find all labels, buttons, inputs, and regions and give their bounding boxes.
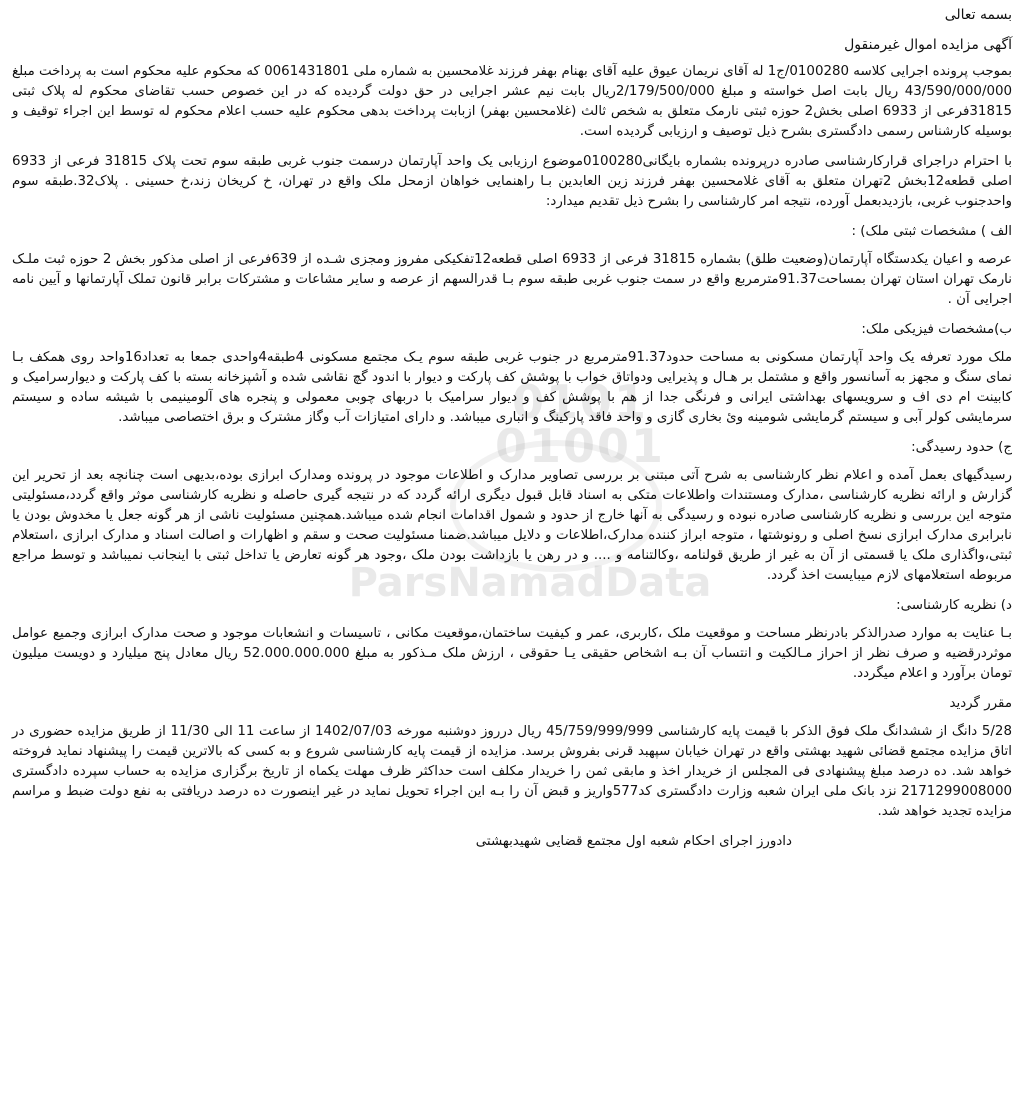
watermark-brand: ParsNamadData [348,560,712,606]
signature-line: دادورز اجرای احکام شعبه اول مجتمع قضایی شهیدبهشتی [475,834,792,849]
intro-paragraph: بموجب پرونده اجرایی کلاسه 0100280/ج1 له آقای نریمان عیوق علیه آقای بهنام بهفر فرزند غلامحسین به شماره ملی 0061431801 که محکوم علیه محکوم است به پرداخت مبلغ 43/590/000/000 ریال بابت اصل خواسته و مبلغ 2/179/500/000ریال بابت نیم عشر اجرایی در حق دولت گردیده که در این خصوص حسب تقاضای محکوم له پلاک ثبتی 31815فرعی از 6933 اصلی بخش2 حوزه ثبتی نارمک متعلق به شخص ثالث (غلامحسین بهفر) ازبابت پرداخت بدهی محکوم علیه حسب اعلام محکوم له توسط این اجراء توقیف و بوسیله کارشناس رسمی دادگستری بشرح ذیل توصیف و ارزیابی گردیده است. [12,64,1013,139]
section-physical-title: ب)مشخصات فیزیکی ملک: [861,322,1012,337]
section-scope-body: رسیدگیهای بعمل آمده و اعلام نظر کارشناسی به شرح آتی مبتنی بر بررسی تصاویر مدارک و اطلاعات موجود در پرونده ومدارک ابرازی بوده،بدیهی است چنانچه بعد از تحریر این گزارش و ارائه نظریه کارشناسی ،مدارک ومستندات واطلاعات متکی به اسناد قابل قبول دیگری ارائه گردد که در نتیجه گیری حاصله و نظریه کارشناسی موثر واقع گردد،مسئولیتی متوجه این بررسی و نظریه کارشناسی صادره نبوده و رسیدگی به آنها خارج از حدود و شمول اقدامات انجام شده میباشد.همچنین مسئولیت ناشی از هر گونه جعل یا مخدوش بودن یا نابرابری مدارک ابرازی نسخ اصلی و رونوشتها ، متوجه ابراز کننده مدارک،اطلاعات و دلایل میباشد.ضمنا مسئولیت صحت و سقم و اظهارات و اصالت اسناد و مدارک ابرازی ،استعلام ثبتی،واگذاری ملک یا قسمتی از آن به غیر از طریق قولنامه ،وکالتنامه و .... و در رهن یا بازداشت بودن ملک ،وجود هر گونه تعارض یا تداخل ثبتی با اینجانب نمیباشد و توسط مراجع مربوطه استعلامهای لازم میبایست اخذ گردد. [12,468,1012,583]
decision-title: مقرر گردید [949,696,1012,711]
section-scope-title: ج) حدود رسیدگی: [911,440,1012,455]
section-registration-title: الف ) مشخصات ثبتی ملک) : [851,224,1012,239]
section-opinion-title: د) نظریه کارشناسی: [896,598,1012,613]
basmala: بسمه تعالی [944,7,1012,23]
page-title: آگهی مزایده اموال غیرمنقول [844,37,1012,53]
decision-fraction: 5/28 [981,724,1012,739]
section-physical-body: ملک مورد تعرفه یک واحد آپارتمان مسکونی به مساحت حدود91.37مترمربع در جنوب غربی طبقه سوم یـک مجتمع مسکونی 4طبقه4واحدی جمعا به تعداد16واحد روی همکف بـا نمای سنگ و مجهز به آسانسور واقع و مشتمل بر هـال و پذیرایی ودواتاق خواب با پوشش کف پارکت و دیوار با اندود گچ نقاشی شده و آشپزخانه بسته با کف پارکت و دیوارسرامیک و کابینت ام دی اف و سرویسهای بهداشتی ایرانی و فرنگی جدا از هم با پوشش کف و دیوار سرامیک با دربهای چوبی معمولی و پنجره های آلومینیمی با شیشه ساده و سیستم سرمایشی کولر آبی و سیستم گرمایشی شومینه وئ بخاری گازی و واحد فاقد پارکینگ و انباری میباشد. و دارای امتیازات آب وگاز مشترک و برق اختصاصی میباشد. [12,350,1013,425]
section-registration-body: عرصه و اعیان یکدستگاه آپارتمان(وضعیت طلق) بشماره 31815 فرعی از 6933 اصلی قطعه12تفکیکی مفروز ومجزی شـده از 639فرعی از اصلی مذکور بخش 2 حوزه ثبت ملـک نارمک تهران استان تهران بمساحت91.37مترمربع واقع در سمت جنوب غربی طبقه سوم بـا قدرالسهم از عرصه و سایر مشاعات و مشترکات برابر قانون تملک آپارتمانها و آیین نامه اجرایی آن . [12,252,1012,307]
decision-text: دانگ از ششدانگ ملک فوق الذکر با قیمت پایه کارشناسی 45/759/999/999 ریال درروز دوشنبه مورخه 1402/07/03 از ساعت 11 الی 11/30 از طریق مزایده حضوری در اتاق مزایده مجتمع قضائی شهید بهشتی واقع در تهران خیابان سپهبد قرنی بفروش برسد. مزایده از قیمت پایه کارشناسی شروع و به کسی که بالاترین قیمت را پیشنهاد نماید فروخته خواهد شد. ده درصد مبلغ پیشنهادی فی المجلس از خریدار اخذ و مابقی ثمن را خریدار مکلف است حداکثر ظرف مهلت یکماه از تاریخ برگزاری مزایده به حساب سپرده دادگستری 2171299008000 نزد بانک ملی ایران شعبه وزارت دادگستری کد577واریز و قبض آن را بـه این اجراء تحویل نماید در غیر اینصورت ده درصد دریافتی به نفع دولت ضبط و مراسم مزایده تجدید خواهد شد. [12,724,1012,819]
decision-body [12,722,1012,822]
respect-paragraph: با احترام دراجرای قرارکارشناسی صادره درپرونده بشماره بایگانی0100280موضوع ارزیابی یک واحد آپارتمان درسمت جنوب غربی طبقه سوم تحت پلاک 31815 فرعی از 6933 اصلی قطعه12بخش 2تهران متعلق به آقای غلامحسین بهفر فرزند زین العابدین بـا راهنمایی خواهان ازمحل ملک واقع در تهران، خ کریخان زند،خ حسینی . پلاک32.طبقه سوم واحدجنوب غربی، بازدیدبعمل آورده، نتیجه امر کارشناسی را بشرح ذیل تقدیم میدارد: [12,154,1013,209]
watermark-digits: 0101 01001 [494,375,666,473]
section-opinion-body: بـا عنایت به موارد صدرالذکر بادرنظر مساحت و موقعیت ملک ،کاربری، عمر و کیفیت ساختمان،موقعیت مکانی ، تاسیسات و انشعابات موجود و صحت مدارک ابرازی وجمیع عوامل موثردرقضیه و صرف نظر از احراز مـالکیت و انتساب آن بـه اشخاص حقیقی یـا حقوقی ، ارزش ملک مـذکور به مبلغ 52.000.000.000 ریال معادل پنج میلیارد و دویست میلیون تومان برآورد و اعلام میگردد. [12,626,1013,681]
document-content [12,4,1012,852]
